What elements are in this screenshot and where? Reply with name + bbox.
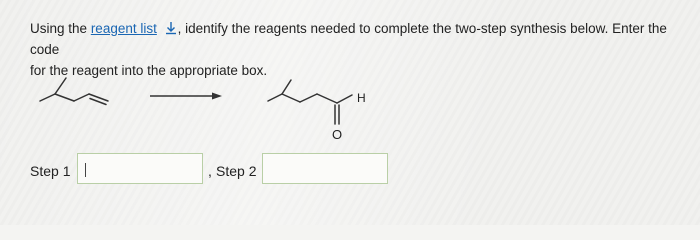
question-suffix: , identify the reagents needed to complete the two-step synthesis below. Enter the code xyxy=(30,21,667,57)
step2-label: Step 2 xyxy=(216,163,257,179)
reagent-list-link[interactable]: reagent list xyxy=(90,21,157,36)
question-line-2: for the reagent into the appropriate box. xyxy=(30,63,268,78)
download-arrow-icon[interactable] xyxy=(164,21,178,35)
separator-comma: , xyxy=(208,163,212,179)
step1-input[interactable] xyxy=(77,153,203,184)
product-structure xyxy=(268,80,352,124)
aldehyde-h-label: H xyxy=(357,91,366,105)
step2-input[interactable] xyxy=(262,153,388,184)
reaction-arrow xyxy=(150,93,222,100)
question-prefix: Using the xyxy=(30,21,88,36)
reaction-scheme xyxy=(0,72,700,152)
carbonyl-o-label: O xyxy=(332,127,343,142)
text-cursor xyxy=(85,163,86,177)
starting-material-structure xyxy=(40,78,108,105)
step1-label: Step 1 xyxy=(30,163,71,179)
